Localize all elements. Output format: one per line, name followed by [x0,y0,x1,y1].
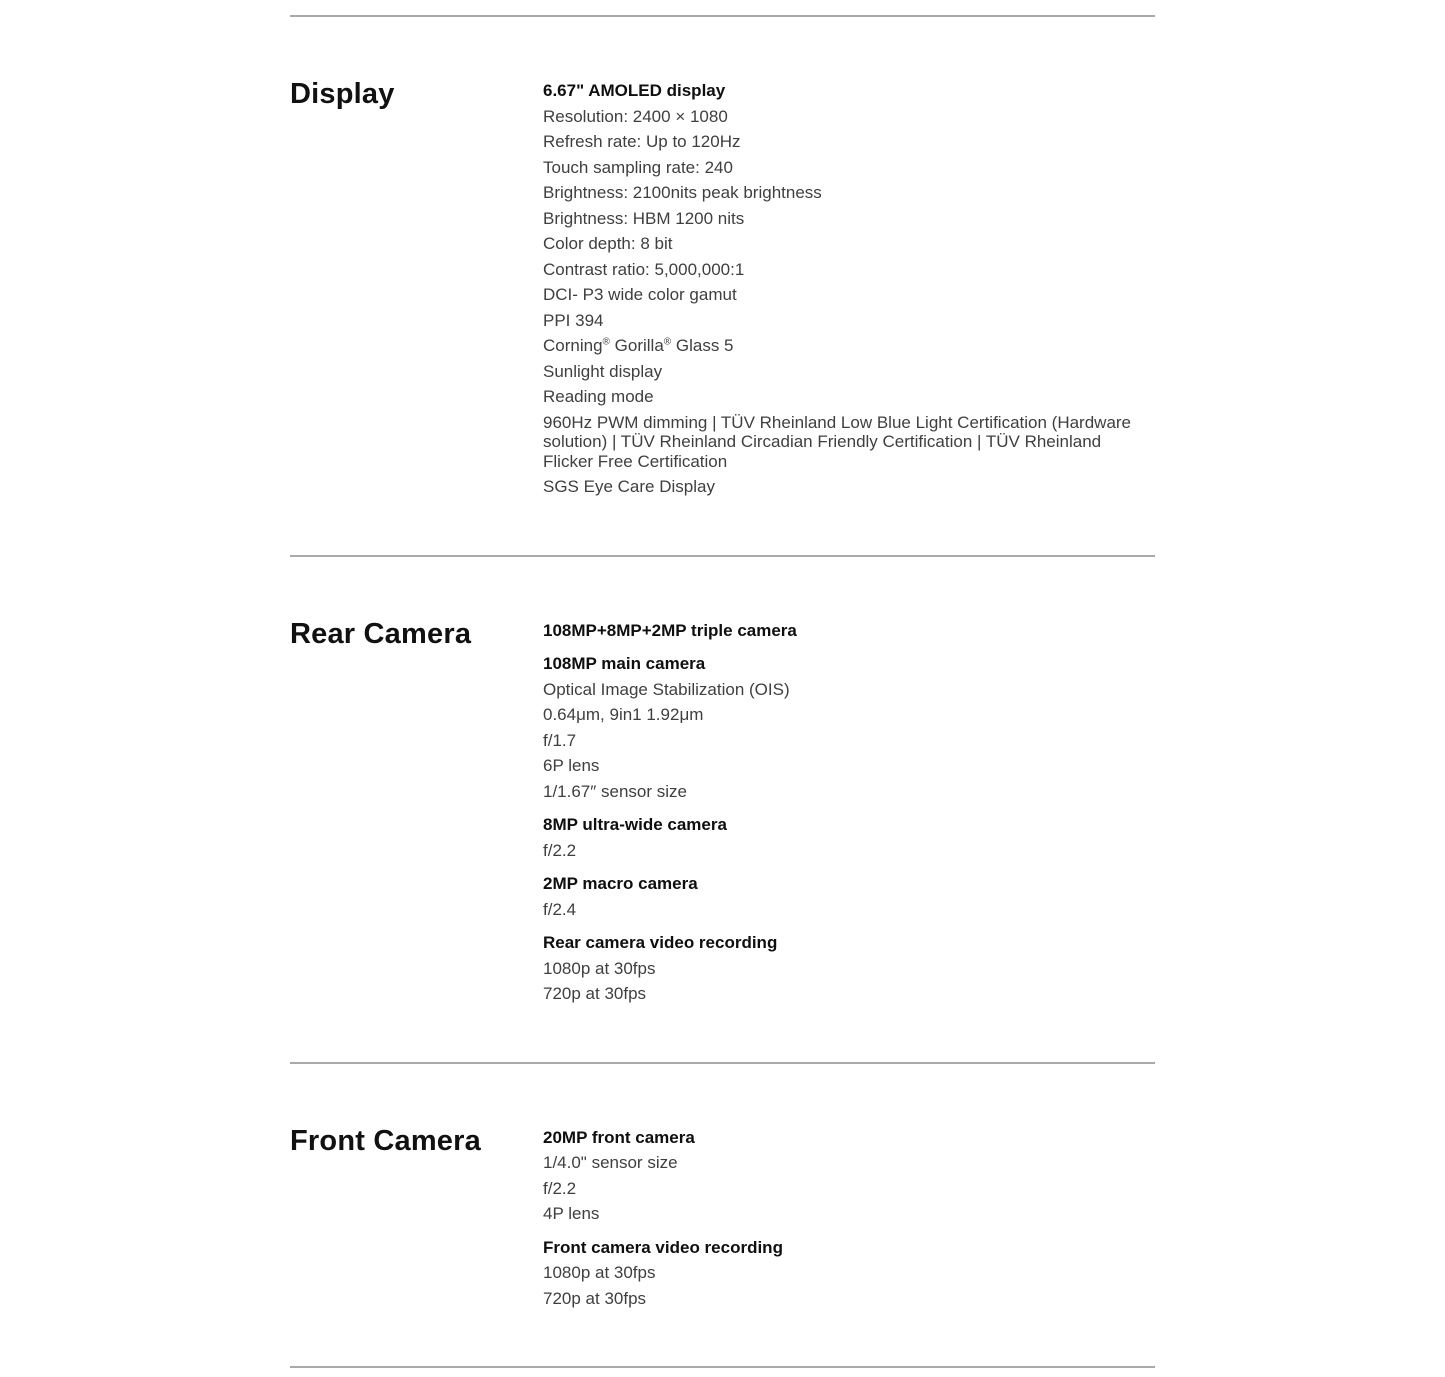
section-body [290,17,1155,555]
spec-group-heading: 8MP ultra-wide camera [543,815,727,834]
spec-line: Refresh rate: Up to 120Hz [543,132,741,151]
spec-line: SGS Eye Care Display [543,477,715,496]
bottom-divider [290,1366,1155,1368]
spec-line: DCI- P3 wide color gamut [543,285,737,304]
section-title: Rear Camera [290,617,472,650]
spec-line: Sunlight display [543,361,663,381]
spec-group [543,874,1155,919]
spec-line: Touch sampling rate: 240 [543,157,733,177]
spec-line: 0.64μm, 9in1 1.92μm [543,705,704,724]
section-content [543,619,1155,1010]
spec-group-heading: 108MP+8MP+2MP triple camera [543,620,797,640]
spec-line: f/2.2 [543,1178,577,1198]
spec-group [543,1128,1155,1224]
spec-line: 6P lens [543,756,600,775]
spec-section [0,1062,1445,1367]
spec-line: Reading mode [543,387,654,406]
spec-group-heading: Front camera video recording [543,1237,783,1257]
spec-line: PPI 394 [543,310,604,330]
spec-line: 4P lens [543,1204,600,1223]
spec-line: 1080p at 30fps [543,958,656,978]
spec-line: f/2.4 [543,899,577,919]
spec-line: Contrast ratio: 5,000,000:1 [543,259,745,279]
spec-line: f/1.7 [543,730,577,750]
spec-group-heading: 2MP macro camera [543,874,698,893]
spec-group [543,621,1155,641]
spec-group-heading: 6.67" AMOLED display [543,81,726,100]
spec-group [543,933,1155,1004]
spec-group-heading: 108MP main camera [543,654,706,673]
spec-line: 720p at 30fps [543,984,647,1003]
spec-line: 1/4.0" sensor size [543,1153,678,1172]
spec-group [543,815,1155,860]
spec-line: Corning® Gorilla® Glass 5 [543,336,734,355]
section-content [543,79,1155,503]
sections [0,15,1445,1366]
spec-line: Resolution: 2400 × 1080 [543,106,728,126]
section-body [290,557,1155,1062]
spec-group-heading: Rear camera video recording [543,933,778,952]
spec-group [543,654,1155,801]
spec-line: Color depth: 8 bit [543,234,673,253]
section-body [290,1064,1155,1367]
spec-line: Brightness: 2100nits peak brightness [543,183,822,202]
spec-line: 720p at 30fps [543,1288,647,1308]
spec-line: f/2.2 [543,840,577,860]
spec-group [543,1238,1155,1309]
spec-section [0,15,1445,555]
spec-group [543,81,1155,497]
section-title: Front Camera [290,1124,481,1157]
spec-line: Brightness: HBM 1200 nits [543,208,745,228]
spec-group-heading: 20MP front camera [543,1127,695,1147]
section-title: Display [290,78,395,110]
spec-section [0,555,1445,1062]
spec-line: Optical Image Stabilization (OIS) [543,679,790,699]
spec-line: 1080p at 30fps [543,1263,656,1282]
spec-line: 960Hz PWM dimming | TÜV Rheinland Low Blue Light Certification (Hardware solution) | TÜV Rheinland Circadian Friendly Certification | TÜV Rheinland Flicker Free Certification [543,412,1132,471]
section-content [543,1126,1155,1315]
spec-line: 1/1.67″ sensor size [543,781,687,801]
